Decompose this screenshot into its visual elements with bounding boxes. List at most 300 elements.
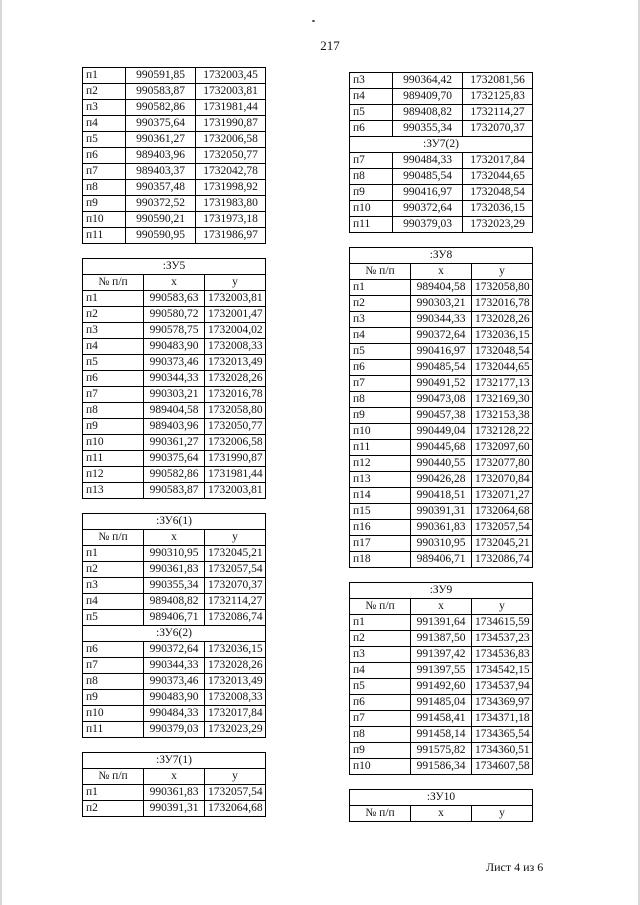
- table-row: [350, 280, 533, 296]
- y-coordinate: 1732077,80: [472, 456, 533, 472]
- y-coordinate: 1731986,97: [196, 228, 266, 244]
- sheet-footer: Лист 4 из 6: [486, 860, 544, 874]
- table-row: [350, 504, 533, 520]
- y-coordinate: 1732097,60: [472, 440, 533, 456]
- point-id: п7: [350, 153, 393, 169]
- point-id: п1: [350, 280, 411, 296]
- table-row: [350, 456, 533, 472]
- y-coordinate: 1732003,81: [205, 291, 266, 307]
- point-id: п5: [83, 355, 144, 371]
- y-coordinate: 1732008,33: [205, 690, 266, 706]
- y-coordinate: 1732071,27: [472, 488, 533, 504]
- point-id: п2: [83, 307, 144, 323]
- point-id: п2: [83, 84, 126, 100]
- table-row: [350, 360, 533, 376]
- x-coordinate: 990582,86: [126, 100, 196, 116]
- x-coordinate: 990375,64: [126, 116, 196, 132]
- x-coordinate: 990361,83: [144, 562, 205, 578]
- table-title-row: [83, 753, 266, 769]
- table-title-row: [350, 248, 533, 264]
- y-coordinate: 1734615,59: [472, 615, 533, 631]
- y-coordinate: 1732028,26: [472, 312, 533, 328]
- coordinate-table-block: [82, 67, 266, 244]
- point-id: п15: [350, 504, 411, 520]
- coordinate-table: [349, 582, 533, 775]
- header-y: y: [472, 599, 533, 615]
- table-row: [83, 291, 266, 307]
- y-coordinate: 1734371,18: [472, 711, 533, 727]
- table-row: [350, 520, 533, 536]
- point-id: п1: [83, 546, 144, 562]
- table-row: [83, 467, 266, 483]
- table-row: [83, 371, 266, 387]
- x-coordinate: 990473,08: [411, 392, 472, 408]
- x-coordinate: 990583,87: [144, 483, 205, 499]
- table-row: [83, 594, 266, 610]
- point-id: п9: [350, 408, 411, 424]
- table-row: [350, 185, 533, 201]
- x-coordinate: 990310,95: [144, 546, 205, 562]
- x-coordinate: 989408,82: [144, 594, 205, 610]
- point-id: п8: [350, 727, 411, 743]
- point-id: п14: [350, 488, 411, 504]
- table-row: [83, 483, 266, 499]
- header-num: № п/п: [83, 275, 144, 291]
- y-coordinate: 1731998,92: [196, 180, 266, 196]
- x-coordinate: 990303,21: [411, 296, 472, 312]
- x-coordinate: 990485,54: [411, 360, 472, 376]
- coordinate-table-block: [82, 513, 266, 738]
- table-row: [350, 217, 533, 233]
- x-coordinate: 990483,90: [144, 339, 205, 355]
- point-id: п18: [350, 552, 411, 568]
- point-id: п1: [83, 785, 144, 801]
- y-coordinate: 1734536,83: [472, 647, 533, 663]
- table-row: [83, 785, 266, 801]
- x-coordinate: 990373,46: [144, 674, 205, 690]
- x-coordinate: 990578,75: [144, 323, 205, 339]
- page-edge-left: [0, 0, 2, 905]
- point-id: п3: [350, 73, 393, 89]
- x-coordinate: 991397,42: [411, 647, 472, 663]
- table-title-row: [350, 583, 533, 599]
- y-coordinate: 1734360,51: [472, 743, 533, 759]
- y-coordinate: 1732023,29: [205, 722, 266, 738]
- table-row: [83, 323, 266, 339]
- x-coordinate: 991492,60: [411, 679, 472, 695]
- table-row: [83, 228, 266, 244]
- table-title-row: [350, 790, 533, 806]
- point-id: п2: [83, 562, 144, 578]
- table-title: :ЗУ5: [83, 259, 266, 275]
- x-coordinate: 990416,97: [411, 344, 472, 360]
- table-row: [350, 296, 533, 312]
- point-id: п13: [350, 472, 411, 488]
- point-id: п1: [83, 291, 144, 307]
- x-coordinate: 990361,83: [144, 785, 205, 801]
- table-row: [350, 711, 533, 727]
- x-coordinate: 990303,21: [144, 387, 205, 403]
- point-id: п4: [350, 89, 393, 105]
- y-coordinate: 1732125,83: [463, 89, 533, 105]
- point-id: п10: [350, 424, 411, 440]
- point-id: п13: [83, 483, 144, 499]
- y-coordinate: 1732001,47: [205, 307, 266, 323]
- y-coordinate: 1732028,26: [205, 658, 266, 674]
- x-coordinate: 991391,64: [411, 615, 472, 631]
- table-row: [350, 488, 533, 504]
- y-coordinate: 1732058,80: [205, 403, 266, 419]
- table-row: [350, 424, 533, 440]
- table-row: [83, 403, 266, 419]
- point-id: п6: [350, 360, 411, 376]
- y-coordinate: 1731981,44: [205, 467, 266, 483]
- coordinate-table-block: [349, 789, 533, 822]
- table-row: [83, 451, 266, 467]
- table-row: [350, 408, 533, 424]
- point-id: п4: [83, 594, 144, 610]
- table-row: [83, 148, 266, 164]
- table-row: [83, 419, 266, 435]
- x-coordinate: 990344,33: [411, 312, 472, 328]
- table-row: [350, 153, 533, 169]
- table-row: [350, 759, 533, 775]
- header-y: y: [205, 275, 266, 291]
- x-coordinate: 989404,58: [144, 403, 205, 419]
- y-coordinate: 1732036,15: [205, 642, 266, 658]
- x-coordinate: 990391,31: [411, 504, 472, 520]
- x-coordinate: 990364,42: [393, 73, 463, 89]
- table-row: [83, 212, 266, 228]
- y-coordinate: 1732169,30: [472, 392, 533, 408]
- header-num: № п/п: [83, 769, 144, 785]
- point-id: п3: [83, 578, 144, 594]
- coordinate-table-block: [349, 72, 533, 233]
- x-coordinate: 990355,34: [393, 121, 463, 137]
- table-row: [83, 116, 266, 132]
- y-coordinate: 1732048,54: [463, 185, 533, 201]
- table-header-row: [350, 264, 533, 280]
- y-coordinate: 1731973,18: [196, 212, 266, 228]
- point-id: п5: [83, 132, 126, 148]
- point-id: п8: [83, 674, 144, 690]
- point-id: п8: [350, 392, 411, 408]
- table-subtitle-row: [350, 137, 533, 153]
- table-row: [83, 578, 266, 594]
- y-coordinate: 1732070,37: [463, 121, 533, 137]
- coordinate-table-block: [349, 582, 533, 775]
- x-coordinate: 990445,68: [411, 440, 472, 456]
- point-id: п8: [350, 169, 393, 185]
- y-coordinate: 1732050,77: [196, 148, 266, 164]
- x-coordinate: 990484,33: [144, 706, 205, 722]
- coordinate-table: [82, 258, 266, 499]
- y-coordinate: 1732028,26: [205, 371, 266, 387]
- table-row: [350, 472, 533, 488]
- x-coordinate: 990485,54: [393, 169, 463, 185]
- table-row: [83, 801, 266, 817]
- table-title: :ЗУ10: [350, 790, 533, 806]
- y-coordinate: 1732064,68: [205, 801, 266, 817]
- table-row: [350, 328, 533, 344]
- header-num: № п/п: [350, 599, 411, 615]
- point-id: п10: [350, 201, 393, 217]
- header-num: № п/п: [350, 806, 411, 822]
- y-coordinate: 1732016,78: [205, 387, 266, 403]
- y-coordinate: 1732058,80: [472, 280, 533, 296]
- x-coordinate: 990582,86: [144, 467, 205, 483]
- point-id: п6: [350, 695, 411, 711]
- x-coordinate: 990591,85: [126, 68, 196, 84]
- table-row: [83, 706, 266, 722]
- header-y: y: [472, 806, 533, 822]
- x-coordinate: 990372,64: [144, 642, 205, 658]
- y-coordinate: 1732003,45: [196, 68, 266, 84]
- x-coordinate: 990457,38: [411, 408, 472, 424]
- point-id: п9: [83, 690, 144, 706]
- x-coordinate: 990373,46: [144, 355, 205, 371]
- point-id: п11: [83, 228, 126, 244]
- x-coordinate: 991397,55: [411, 663, 472, 679]
- x-coordinate: 989406,71: [411, 552, 472, 568]
- header-x: x: [144, 769, 205, 785]
- point-id: п2: [83, 801, 144, 817]
- point-id: п3: [350, 647, 411, 663]
- y-coordinate: 1732128,22: [472, 424, 533, 440]
- y-coordinate: 1732023,29: [463, 217, 533, 233]
- point-id: п5: [350, 105, 393, 121]
- point-id: п1: [350, 615, 411, 631]
- y-coordinate: 1732003,81: [196, 84, 266, 100]
- x-coordinate: 989403,96: [144, 419, 205, 435]
- header-x: x: [411, 599, 472, 615]
- header-x: x: [144, 530, 205, 546]
- x-coordinate: 990440,55: [411, 456, 472, 472]
- table-row: [350, 647, 533, 663]
- point-id: п2: [350, 631, 411, 647]
- x-coordinate: 990484,33: [393, 153, 463, 169]
- y-coordinate: 1732114,27: [205, 594, 266, 610]
- header-num: № п/п: [350, 264, 411, 280]
- y-coordinate: 1732057,54: [205, 562, 266, 578]
- point-id: п7: [350, 711, 411, 727]
- table-row: [83, 690, 266, 706]
- table-row: [350, 536, 533, 552]
- table-row: [83, 562, 266, 578]
- y-coordinate: 1734537,94: [472, 679, 533, 695]
- table-row: [83, 722, 266, 738]
- table-row: [350, 615, 533, 631]
- coordinate-table: [82, 752, 266, 817]
- table-row: [350, 743, 533, 759]
- table-header-row: [350, 806, 533, 822]
- point-id: п4: [350, 328, 411, 344]
- table-title: :ЗУ8: [350, 248, 533, 264]
- table-row: [350, 312, 533, 328]
- table-title-row: [83, 514, 266, 530]
- x-coordinate: 989408,82: [393, 105, 463, 121]
- y-coordinate: 1732006,58: [205, 435, 266, 451]
- point-id: п11: [350, 440, 411, 456]
- x-coordinate: 989403,37: [126, 164, 196, 180]
- point-id: п11: [350, 217, 393, 233]
- y-coordinate: 1734365,54: [472, 727, 533, 743]
- table-title: :ЗУ7(1): [83, 753, 266, 769]
- table-row: [350, 663, 533, 679]
- table-row: [350, 201, 533, 217]
- y-coordinate: 1731981,44: [196, 100, 266, 116]
- y-coordinate: 1732017,84: [463, 153, 533, 169]
- y-coordinate: 1732044,65: [472, 360, 533, 376]
- table-title: :ЗУ6(1): [83, 514, 266, 530]
- y-coordinate: 1732086,74: [205, 610, 266, 626]
- point-id: п10: [350, 759, 411, 775]
- x-coordinate: 990372,52: [126, 196, 196, 212]
- point-id: п10: [83, 706, 144, 722]
- y-coordinate: 1732045,21: [472, 536, 533, 552]
- header-y: y: [472, 264, 533, 280]
- x-coordinate: 990416,97: [393, 185, 463, 201]
- x-coordinate: 991586,34: [411, 759, 472, 775]
- point-id: п5: [350, 344, 411, 360]
- x-coordinate: 990361,27: [144, 435, 205, 451]
- table-row: [350, 169, 533, 185]
- x-coordinate: 990491,52: [411, 376, 472, 392]
- point-id: п9: [83, 196, 126, 212]
- table-row: [83, 642, 266, 658]
- point-id: п3: [83, 100, 126, 116]
- point-id: п17: [350, 536, 411, 552]
- y-coordinate: 1732042,78: [196, 164, 266, 180]
- coordinate-table: [349, 247, 533, 568]
- point-id: п2: [350, 296, 411, 312]
- table-row: [83, 435, 266, 451]
- scan-speck: [312, 20, 315, 22]
- y-coordinate: 1731983,80: [196, 196, 266, 212]
- point-id: п4: [83, 339, 144, 355]
- table-row: [83, 307, 266, 323]
- x-coordinate: 991387,50: [411, 631, 472, 647]
- y-coordinate: 1734537,23: [472, 631, 533, 647]
- header-num: № п/п: [83, 530, 144, 546]
- table-header-row: [83, 275, 266, 291]
- table-row: [83, 100, 266, 116]
- x-coordinate: 990580,72: [144, 307, 205, 323]
- x-coordinate: 991458,14: [411, 727, 472, 743]
- y-coordinate: 1732081,56: [463, 73, 533, 89]
- y-coordinate: 1732036,15: [472, 328, 533, 344]
- point-id: п5: [350, 679, 411, 695]
- y-coordinate: 1732070,37: [205, 578, 266, 594]
- y-coordinate: 1734607,58: [472, 759, 533, 775]
- table-row: [350, 727, 533, 743]
- y-coordinate: 1734369,97: [472, 695, 533, 711]
- table-row: [83, 164, 266, 180]
- y-coordinate: 1732013,49: [205, 674, 266, 690]
- y-coordinate: 1732004,02: [205, 323, 266, 339]
- y-coordinate: 1732050,77: [205, 419, 266, 435]
- table-row: [83, 180, 266, 196]
- table-row: [83, 546, 266, 562]
- x-coordinate: 990391,31: [144, 801, 205, 817]
- x-coordinate: 989406,71: [144, 610, 205, 626]
- x-coordinate: 990426,28: [411, 472, 472, 488]
- point-id: п7: [83, 387, 144, 403]
- y-coordinate: 1732017,84: [205, 706, 266, 722]
- table-row: [83, 610, 266, 626]
- y-coordinate: 1732013,49: [205, 355, 266, 371]
- x-coordinate: 990449,04: [411, 424, 472, 440]
- table-header-row: [83, 769, 266, 785]
- point-id: п9: [350, 185, 393, 201]
- header-y: y: [205, 530, 266, 546]
- table-header-row: [83, 530, 266, 546]
- point-id: п8: [83, 180, 126, 196]
- x-coordinate: 990310,95: [411, 536, 472, 552]
- table-subtitle: :ЗУ7(2): [350, 137, 533, 153]
- table-row: [83, 68, 266, 84]
- table-row: [350, 105, 533, 121]
- y-coordinate: 1732036,15: [463, 201, 533, 217]
- y-coordinate: 1732086,74: [472, 552, 533, 568]
- point-id: п4: [350, 663, 411, 679]
- x-coordinate: 990344,33: [144, 658, 205, 674]
- y-coordinate: 1732044,65: [463, 169, 533, 185]
- table-row: [350, 631, 533, 647]
- y-coordinate: 1731990,87: [205, 451, 266, 467]
- point-id: п6: [83, 642, 144, 658]
- x-coordinate: 990355,34: [144, 578, 205, 594]
- x-coordinate: 989404,58: [411, 280, 472, 296]
- table-row: [350, 89, 533, 105]
- y-coordinate: 1732003,81: [205, 483, 266, 499]
- y-coordinate: 1732016,78: [472, 296, 533, 312]
- right-column: [349, 72, 533, 822]
- x-coordinate: 990590,95: [126, 228, 196, 244]
- x-coordinate: 990372,64: [393, 201, 463, 217]
- coordinate-table: [82, 67, 266, 244]
- y-coordinate: 1732153,38: [472, 408, 533, 424]
- table-subtitle: :ЗУ6(2): [83, 626, 266, 642]
- table-row: [350, 440, 533, 456]
- table-title-row: [83, 259, 266, 275]
- table-row: [83, 387, 266, 403]
- x-coordinate: 990375,64: [144, 451, 205, 467]
- point-id: п6: [83, 371, 144, 387]
- coordinate-table-block: [82, 258, 266, 499]
- point-id: п9: [350, 743, 411, 759]
- header-y: y: [205, 769, 266, 785]
- x-coordinate: 990583,87: [126, 84, 196, 100]
- coordinate-table: [82, 513, 266, 738]
- point-id: п3: [350, 312, 411, 328]
- y-coordinate: 1732006,58: [196, 132, 266, 148]
- table-row: [350, 344, 533, 360]
- header-x: x: [144, 275, 205, 291]
- y-coordinate: 1732177,13: [472, 376, 533, 392]
- point-id: п7: [83, 164, 126, 180]
- point-id: п1: [83, 68, 126, 84]
- x-coordinate: 991458,41: [411, 711, 472, 727]
- left-column: [82, 67, 266, 817]
- point-id: п7: [350, 376, 411, 392]
- table-header-row: [350, 599, 533, 615]
- header-x: x: [411, 806, 472, 822]
- coordinate-table-block: [349, 247, 533, 568]
- x-coordinate: 990361,27: [126, 132, 196, 148]
- x-coordinate: 990379,03: [144, 722, 205, 738]
- point-id: п11: [83, 451, 144, 467]
